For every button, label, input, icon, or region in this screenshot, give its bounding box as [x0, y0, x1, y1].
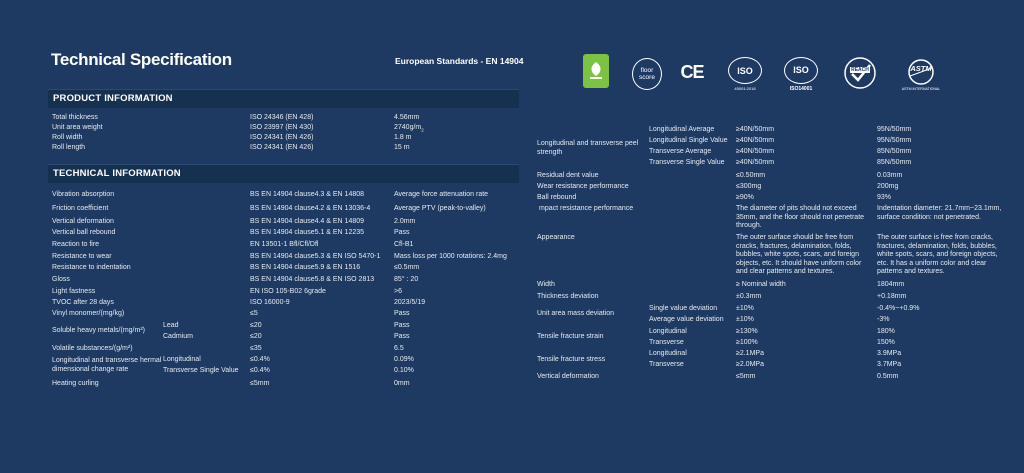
product-row-value: 4.56mm — [394, 114, 420, 121]
tech-row-name: TVOC after 28 days — [52, 299, 114, 306]
product-row-name: Unit area weight — [52, 124, 103, 131]
astm-logo — [901, 54, 941, 94]
dimensional-sub: Transverse Single Value — [163, 367, 239, 374]
tech-row-method: BS EN 14904 clause5.3 & EN ISO 5470-1 — [250, 253, 381, 260]
tech-row-value: Mass loss per 1000 rotations: 2.4mg — [394, 253, 507, 260]
mass-req: ±10% — [736, 305, 754, 312]
tech-row-value: Average PTV (peak-to-valley) — [394, 205, 486, 212]
spec-row-name: Width — [537, 281, 555, 288]
strain-sub: Transverse — [649, 339, 684, 346]
peel-sub: Transverse Average — [649, 148, 712, 155]
peel-sub: Longitudinal Single Value — [649, 137, 728, 144]
volatile-value: 6.5 — [394, 345, 404, 352]
tech-row-value: Pass — [394, 229, 410, 236]
vdef-req: ≤5mm — [736, 373, 756, 380]
globe-icon — [728, 57, 762, 84]
tech-row-name: Vibration absorption — [52, 191, 115, 198]
tech-row-value: Pass — [394, 310, 410, 317]
product-row-method: ISO 23997 (EN 430) — [250, 124, 314, 131]
tech-row-method: BS EN 14904 clause5.8 & EN ISO 2813 — [250, 276, 375, 283]
floorscore-text: floor score — [639, 67, 655, 81]
standard-label: European Standards - EN 14904 — [395, 56, 524, 66]
spec-row-req: ≤300mg — [736, 183, 762, 190]
mass-sub: Single value deviation — [649, 305, 718, 312]
spec-row-req: ±0.3mm — [736, 293, 762, 300]
astm-main: ASTM — [910, 64, 932, 73]
stress-req: ≥2.1MPa — [736, 350, 764, 357]
peel-value: 85N/50mm — [877, 148, 912, 155]
heavy-metals-value: Pass — [394, 333, 410, 340]
peel-name: Longitudinal and transverse peel strength — [537, 140, 639, 156]
dimensional-value: 0.10% — [394, 367, 414, 374]
spec-row-value: +0.18mm — [877, 293, 907, 300]
iso-14001-sub: ISO14001 — [789, 85, 813, 92]
dimensional-sub: Longitudinal — [163, 356, 201, 363]
green-leaf-logo — [583, 54, 609, 88]
tech-row-method: BS EN 14904 clause4.3 & EN 14808 — [250, 191, 365, 198]
stress-value: 3.9MPa — [877, 350, 902, 357]
strain-value: 180% — [877, 328, 895, 335]
curling-name: Heating curling — [52, 380, 99, 387]
stress-name: Tensile fracture stress — [537, 356, 606, 363]
ce-text: CE — [680, 61, 704, 82]
tech-row-value: >6 — [394, 288, 402, 295]
tech-row-name: Friction coefficient — [52, 205, 109, 212]
product-row-name: Roll length — [52, 144, 86, 151]
curling-value: 0mm — [394, 380, 410, 387]
tech-row-name: Vinyl monomer/(mg/kg) — [52, 310, 125, 317]
strain-sub: Longitudinal — [649, 328, 687, 335]
tech-row-method: EN ISO 105-B02 6grade — [250, 288, 326, 295]
peel-req: ≥40N/50mm — [736, 159, 775, 166]
tech-row-method: BS EN 14904 clause5.1 & EN 12235 — [250, 229, 365, 236]
strain-req: ≥130% — [736, 328, 758, 335]
tech-row-name: Vertical ball rebound — [52, 229, 116, 236]
tech-row-value: 85° : 20 — [394, 276, 419, 283]
tech-row-method: EN 13501-1 Bfl/Cfl/Dfl — [250, 241, 319, 248]
vdef-value: 0.5mm — [877, 373, 899, 380]
curling-method: ≤5mm — [250, 380, 270, 387]
vdef-name: Vertical deformation — [537, 373, 599, 380]
stress-sub: Longitudinal — [649, 350, 687, 357]
tech-row-name: Vertical deformation — [52, 218, 114, 225]
spec-row-value: 200mg — [877, 183, 899, 190]
dimensional-method: ≤0.4% — [250, 367, 270, 374]
reach-badge-icon — [842, 55, 878, 91]
tech-row-name: Gloss — [52, 276, 70, 283]
iso-45001-sub: 45001:2018 — [734, 86, 756, 91]
spec-row-name: Thickness deviation — [537, 293, 599, 300]
product-row-name: Total thickness — [52, 114, 98, 121]
page-title: Technical Specification — [51, 50, 232, 69]
peel-req: ≥40N/50mm — [736, 137, 775, 144]
spec-row-req: ≤0.50mm — [736, 172, 766, 179]
heavy-metals-method: ≤20 — [250, 322, 262, 329]
peel-req: ≥40N/50mm — [736, 126, 775, 133]
reach-text: REACH — [851, 67, 869, 73]
spec-row-value: 1804mm — [877, 281, 905, 288]
tech-row-method: BS EN 14904 clause4.4 & EN 14809 — [250, 218, 365, 225]
technical-info-bar — [48, 164, 519, 183]
leaf-icon — [587, 60, 605, 82]
peel-value: 85N/50mm — [877, 159, 912, 166]
dimensional-method: ≤0.4% — [250, 356, 270, 363]
reach-logo — [841, 54, 879, 92]
heavy-metals-method: ≤20 — [250, 333, 262, 340]
product-row-value: 1.8 m — [394, 134, 412, 141]
peel-sub: Transverse Single Value — [649, 159, 725, 166]
technical-info-heading: TECHNICAL INFORMATION — [53, 168, 181, 179]
iso-14001-logo — [783, 54, 819, 94]
mass-name: Unit area mass deviation — [537, 310, 615, 317]
tech-row-name: Reaction to fire — [52, 241, 100, 248]
tech-row-name: Resistance to wear — [52, 253, 112, 260]
tech-row-method: BS EN 14904 clause4.2 & EN 13036-4 — [250, 205, 371, 212]
tech-row-name: Light fastness — [52, 288, 96, 295]
tech-row-method: BS EN 14904 clause5.9 & EN 1516 — [250, 264, 361, 271]
tech-row-value: 2.0mm — [394, 218, 416, 225]
dimensional-name: Longitudinal and transverse hermal dimensional change rate — [52, 357, 162, 373]
mass-req: ±10% — [736, 316, 754, 323]
tech-row-value: 2023/5/19 — [394, 299, 426, 306]
peel-value: 95N/50mm — [877, 137, 912, 144]
volatile-name: Volatile substances/(g/m²) — [52, 345, 133, 352]
spec-row-name: Wear resistance performance — [537, 183, 629, 190]
spec-row-value: 93% — [877, 194, 892, 201]
iso-45001-main: ISO — [737, 65, 753, 76]
tech-row-name: Resistance to indentation — [52, 264, 131, 271]
spec-row-name: Residual dent value — [537, 172, 599, 179]
ce-logo — [679, 62, 705, 82]
product-row-method: ISO 24346 (EN 428) — [250, 114, 314, 121]
globe-icon — [784, 57, 818, 84]
spec-row-value: 0.03mm — [877, 172, 903, 179]
product-info-heading: PRODUCT INFORMATION — [53, 93, 173, 104]
tech-row-value: Average force attenuation rate — [394, 191, 489, 198]
astm-sub: ASTM INTERNATIONAL — [901, 86, 941, 91]
strain-req: ≥100% — [736, 339, 758, 346]
appearance-name: Appearance — [537, 234, 575, 241]
tech-row-method: ≤5 — [250, 310, 258, 317]
stress-sub: Transverse — [649, 361, 684, 368]
heavy-metals-value: Pass — [394, 322, 410, 329]
mass-sub: Average value deviation — [649, 316, 724, 323]
unit-weight-value: 2740g/m — [394, 124, 422, 131]
mass-value: -3% — [877, 316, 890, 323]
tech-row-value: Cfl-B1 — [394, 241, 414, 248]
spec-row-req: ≥ Nominal width — [736, 281, 786, 288]
peel-req: ≥40N/50mm — [736, 148, 775, 155]
strain-name: Tensile fracture strain — [537, 333, 604, 340]
iso-14001-main: ISO — [793, 65, 809, 75]
tech-row-method: ISO 16000-9 — [250, 299, 290, 306]
heavy-metals-sub: Lead — [163, 322, 179, 329]
product-row-value: 15 m — [394, 144, 410, 151]
heavy-metals-sub: Cadmium — [163, 333, 193, 340]
heavy-metals-name: Soluble heavy metals/(mg/m²) — [52, 327, 145, 334]
floorscore-logo — [632, 58, 662, 90]
impact-req: The diameter of pits should not exceed 35mm, and the floor should not penetrate through. — [736, 205, 865, 229]
impact-name: mpact resistance performance — [539, 205, 634, 212]
certification-logos — [583, 52, 948, 94]
product-row-method: ISO 24341 (EN 426) — [250, 134, 314, 141]
strain-value: 150% — [877, 339, 895, 346]
stress-value: 3.7MPa — [877, 361, 902, 368]
volatile-method: ≤35 — [250, 345, 262, 352]
product-row-method: ISO 24341 (EN 426) — [250, 144, 314, 151]
appearance-req: The outer surface should be free from cracks, fractures, delamination, folds, bubbles, white spots, scars, and foreign objects, etc. It should have uniform color and clear patterns and textures. — [736, 234, 862, 275]
unit-weight-superscript: 2 — [421, 127, 424, 133]
spec-row-req: ≥90% — [736, 194, 754, 201]
peel-value: 95N/50mm — [877, 126, 912, 133]
stress-req: ≥2.0MPa — [736, 361, 764, 368]
mass-value: -0.4%~+0.9% — [877, 305, 920, 312]
product-row-name: Roll width — [52, 134, 83, 141]
appearance-value: The outer surface is free from cracks, fractures, delamination, folds, bubbles, white spots, scars, and foreign objects, etc. It has a uniform color and clear patterns and textures. — [877, 234, 998, 275]
spec-row-name: Ball rebound — [537, 194, 577, 201]
tech-row-value: ≤0.5mm — [394, 264, 420, 271]
product-info-bar — [48, 89, 519, 108]
peel-sub: Longitudinal Average — [649, 126, 715, 133]
iso-45001-logo — [727, 54, 763, 94]
dimensional-value: 0.09% — [394, 356, 414, 363]
impact-value: Indentation diameter: 21.7mm~23.1mm, surface condition: not penetrated. — [877, 205, 1002, 221]
